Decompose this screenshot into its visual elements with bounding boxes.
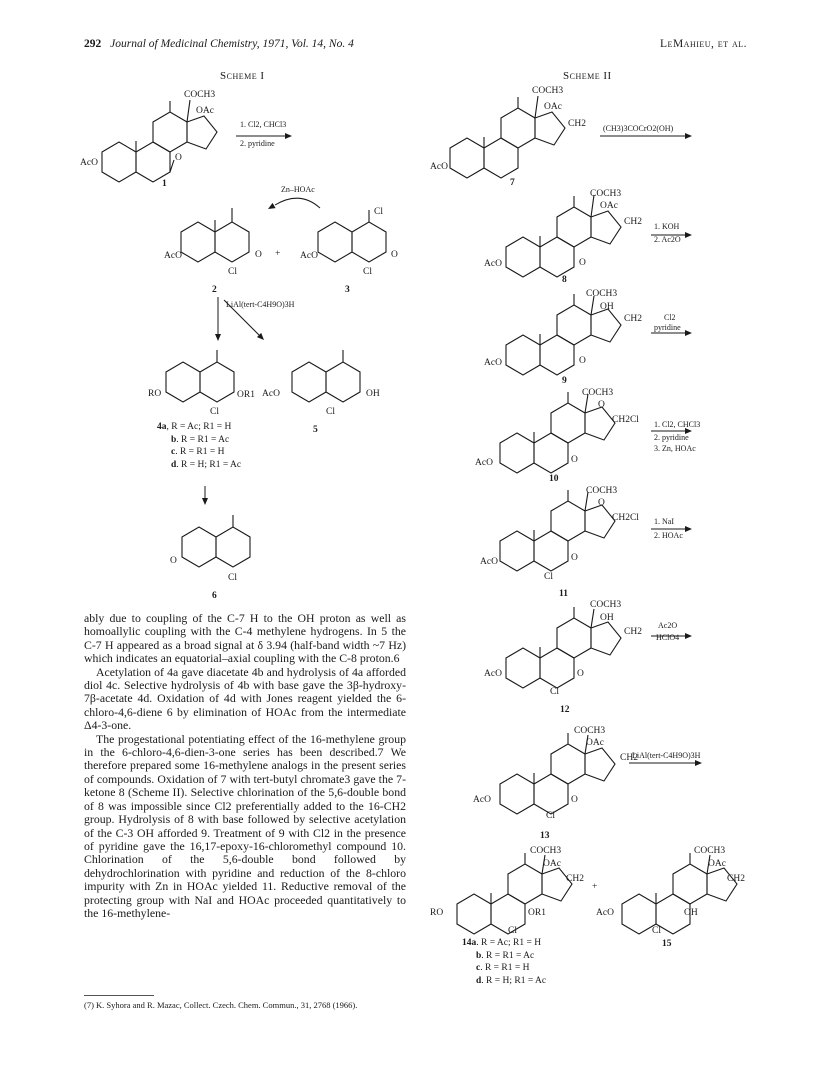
c9-oh-label: OH	[600, 302, 614, 312]
compound-15	[596, 846, 745, 949]
variant-4b: b. R = R1 = Ac	[171, 434, 230, 445]
c4-or1-label: OR1	[237, 390, 255, 400]
c1-oac-label: OAc	[196, 106, 214, 116]
c10-aco-label: AcO	[475, 458, 493, 468]
c1-condition-2: 2. pyridine	[240, 139, 275, 148]
c11-cl-label: Cl	[544, 572, 553, 582]
c1-number: 1	[162, 179, 167, 189]
c7-ch2-label: CH2	[568, 119, 586, 129]
c4-cl-label: Cl	[210, 407, 219, 417]
c9-condition-1: Cl2	[664, 313, 676, 322]
c1-condition-1: 1. Cl2, CHCl3	[240, 120, 287, 129]
paragraph-1: ably due to coupling of the C-7 H to the OH proton as well as homoallylic coupling with the C-4 methylene hydrogens. In 5 the C-7 H appeared as a broad signal at δ 3.94 (half-band width ~7 Hz) which indicates an equatorial–axial coupling with the C-8 proton.6	[84, 611, 406, 666]
c14-acetyl-label: COCH3	[530, 846, 562, 856]
c8-ch2-label: CH2	[624, 217, 642, 227]
c2-cl-label: Cl	[228, 267, 237, 277]
c11-oxo-label: O	[571, 553, 578, 563]
c12-number: 12	[560, 705, 570, 715]
c10-condition-3: 3. Zn, HOAc	[654, 444, 696, 453]
scheme-2-title: Scheme II	[563, 70, 612, 82]
c11-acetyl-label: COCH3	[586, 486, 618, 496]
c14-cl-label: Cl	[508, 926, 517, 936]
compound-10	[475, 388, 639, 484]
c3-aco-label: AcO	[300, 251, 318, 261]
compound-2	[164, 208, 262, 295]
c14-or1-label: OR1	[528, 908, 546, 918]
c3-cl-label: Cl	[363, 267, 372, 277]
c1-acetyl-label: COCH3	[184, 90, 216, 100]
variant-14b: b. R = R1 = Ac	[476, 950, 535, 961]
c8-aco-label: AcO	[484, 259, 502, 269]
c12-aco-label: AcO	[484, 669, 502, 679]
c8-number: 8	[562, 275, 567, 285]
c5-cl-label: Cl	[326, 407, 335, 417]
c12-cl-label: Cl	[550, 687, 559, 697]
paragraph-2: Acetylation of 4a gave diacetate 4b and hydrolysis of 4a afforded diol 4c. Selective hydrolysis of 4b with base gave the 3β-hydroxy-7β-acetate 4d. Oxidation of 4d with Jones reagent yielded the 6-chloro-4,6-diene 6 by elimination of HOAc from the intermediate Δ4-3-one.	[84, 664, 406, 733]
c10-epoxide-o-label: O	[598, 400, 605, 410]
c10-oxo-label: O	[571, 455, 578, 465]
c13-acetyl-label: COCH3	[574, 726, 606, 736]
compound-11	[480, 486, 639, 599]
variant-14c: c. R = R1 = H	[476, 963, 530, 973]
c10-condition-2: 2. pyridine	[654, 433, 689, 442]
c8-condition-1: 1. KOH	[654, 222, 680, 231]
c9-oxo-label: O	[579, 356, 586, 366]
c12-condition-1: Ac2O	[658, 621, 678, 630]
compound-7	[430, 86, 586, 188]
scheme-1-title: Scheme I	[220, 70, 265, 82]
c15-oh-label: OH	[684, 908, 698, 918]
footnote-rule	[84, 995, 154, 996]
c8-condition-2: 2. Ac2O	[654, 235, 681, 244]
c15-ch2-label: CH2	[727, 874, 745, 884]
c6-number: 6	[212, 591, 217, 601]
c3-cl-top-label: Cl	[374, 207, 383, 217]
hydride-reagent-label: LiAl(tert-C4H9O)3H	[226, 300, 295, 309]
c13-number: 13	[540, 831, 550, 841]
variant-14a: 14a. R = Ac; R1 = H	[462, 938, 542, 948]
c12-condition-2: HClO4	[656, 633, 680, 642]
c10-condition-1: 1. Cl2, CHCl3	[654, 420, 701, 429]
plus-sign: +	[275, 249, 281, 259]
c1-aco-label: AcO	[80, 158, 98, 168]
c11-aco-label: AcO	[480, 557, 498, 567]
c5-number: 5	[313, 425, 318, 435]
c13-oac-label: OAc	[586, 738, 604, 748]
c8-oac-label: OAc	[600, 201, 618, 211]
c9-condition-2: pyridine	[654, 323, 681, 332]
c3-oxo-label: O	[391, 250, 398, 260]
c7-number: 7	[510, 178, 515, 188]
variant-4d: d. R = H; R1 = Ac	[171, 459, 242, 470]
page-number: 292	[84, 38, 102, 50]
compound-6	[170, 515, 250, 601]
body-text	[84, 612, 406, 920]
c7-acetyl-label: COCH3	[532, 86, 564, 96]
c15-oac-label: OAc	[708, 859, 726, 869]
c9-aco-label: AcO	[484, 358, 502, 368]
c3-number: 3	[345, 285, 350, 295]
c8-acetyl-label: COCH3	[590, 189, 622, 199]
c15-cl-label: Cl	[652, 926, 661, 936]
paragraph-3: The progestational potentiating effect of the 16-methylene group in the 6-chloro-4,6-dien-3-one series has been described.7 We therefore prepared some 16-methylene analogs in the present series of compounds. Oxidation of 7 with tert-butyl chromate3 gave the 7-ketone 8 (Scheme II). Selective chlorination of the 5,6-double bond of 8 was impossible since Cl2 preferentially added to the 16-CH2 group. Hydrolysis of 8 with base followed by selective acetylation of the C-3 OH afforded 9. Treatment of 9 with Cl2 in the presence of pyridine gave the 16,17-epoxy-16-chloromethyl compound 10. Chlorination of the 5,6-double bond followed by dehydrochlorination with pyridine and reduction of the 8-chloro impurity with Zn in HOAc yielded 11. Reductive removal of the protecting group with NaI and HOAc proceeded quantitatively to the 16-methylene-	[84, 731, 406, 920]
compound-14	[430, 846, 584, 936]
compound-4-variants	[157, 421, 241, 471]
compound-3	[300, 207, 398, 295]
running-author: LeMahieu, et al.	[660, 38, 747, 50]
c13-cl-label: Cl	[546, 811, 555, 821]
c9-ch2-label: CH2	[624, 314, 642, 324]
c10-acetyl-label: COCH3	[582, 388, 614, 398]
c6-cl-label: Cl	[228, 573, 237, 583]
c7-aco-label: AcO	[430, 162, 448, 172]
c4-ro-label: RO	[148, 389, 162, 399]
c13-reagent-label: LiAl(tert-C4H9O)3H	[632, 751, 701, 760]
c1-oxo-label: O	[175, 153, 182, 163]
c15-number: 15	[662, 939, 672, 949]
compound-8	[484, 189, 642, 285]
c12-ch2-label: CH2	[624, 627, 642, 637]
c14-ro-label: RO	[430, 908, 444, 918]
c8-oxo-label: O	[579, 258, 586, 268]
c15-aco-label: AcO	[596, 908, 614, 918]
c12-acetyl-label: COCH3	[590, 600, 622, 610]
c11-condition-2: 2. HOAc	[654, 531, 683, 540]
c2-oxo-label: O	[255, 250, 262, 260]
variant-4c: c. R = R1 = H	[171, 447, 225, 457]
compound-14-variants	[462, 937, 546, 987]
compound-1	[80, 90, 217, 189]
c12-oh-label: OH	[600, 613, 614, 623]
c14-ch2-label: CH2	[566, 874, 584, 884]
plus-sign-2: +	[592, 882, 598, 892]
c7-reagent-label: (CH3)3COCrO2(OH)	[603, 124, 674, 133]
variant-14d: d. R = H; R1 = Ac	[476, 975, 547, 986]
c11-number: 11	[559, 589, 568, 599]
c7-oac-label: OAc	[544, 102, 562, 112]
c6-oxo-label: O	[170, 556, 177, 566]
c14-oac-label: OAc	[543, 859, 561, 869]
compound-5	[262, 350, 380, 435]
variant-4a: 4a, R = Ac; R1 = H	[157, 422, 232, 432]
compound-4	[148, 350, 255, 417]
zn-reagent-label: Zn–HOAc	[281, 185, 315, 194]
compound-9	[484, 289, 642, 386]
c11-ch2cl-label: CH2Cl	[612, 513, 639, 523]
c13-aco-label: AcO	[473, 795, 491, 805]
c13-oxo-label: O	[571, 795, 578, 805]
c5-oh-label: OH	[366, 389, 380, 399]
journal-citation: Journal of Medicinal Chemistry, 1971, Vol. 14, No. 4	[110, 38, 354, 50]
c11-condition-1: 1. NaI	[654, 517, 674, 526]
footnote-7: (7) K. Syhora and R. Mazac, Collect. Czech. Chem. Commun., 31, 2768 (1966).	[84, 1000, 358, 1010]
compound-13	[473, 726, 638, 841]
c2-aco-label: AcO	[164, 251, 182, 261]
c13-ch2-label: CH2	[620, 753, 638, 763]
c10-ch2cl-label: CH2Cl	[612, 415, 639, 425]
c12-oxo-label: O	[577, 669, 584, 679]
c9-acetyl-label: COCH3	[586, 289, 618, 299]
c15-acetyl-label: COCH3	[694, 846, 726, 856]
c11-epoxide-o-label: O	[598, 498, 605, 508]
c9-number: 9	[562, 376, 567, 386]
c2-number: 2	[212, 285, 217, 295]
compound-12	[484, 600, 642, 715]
c5-aco-label: AcO	[262, 389, 280, 399]
c10-number: 10	[549, 474, 559, 484]
